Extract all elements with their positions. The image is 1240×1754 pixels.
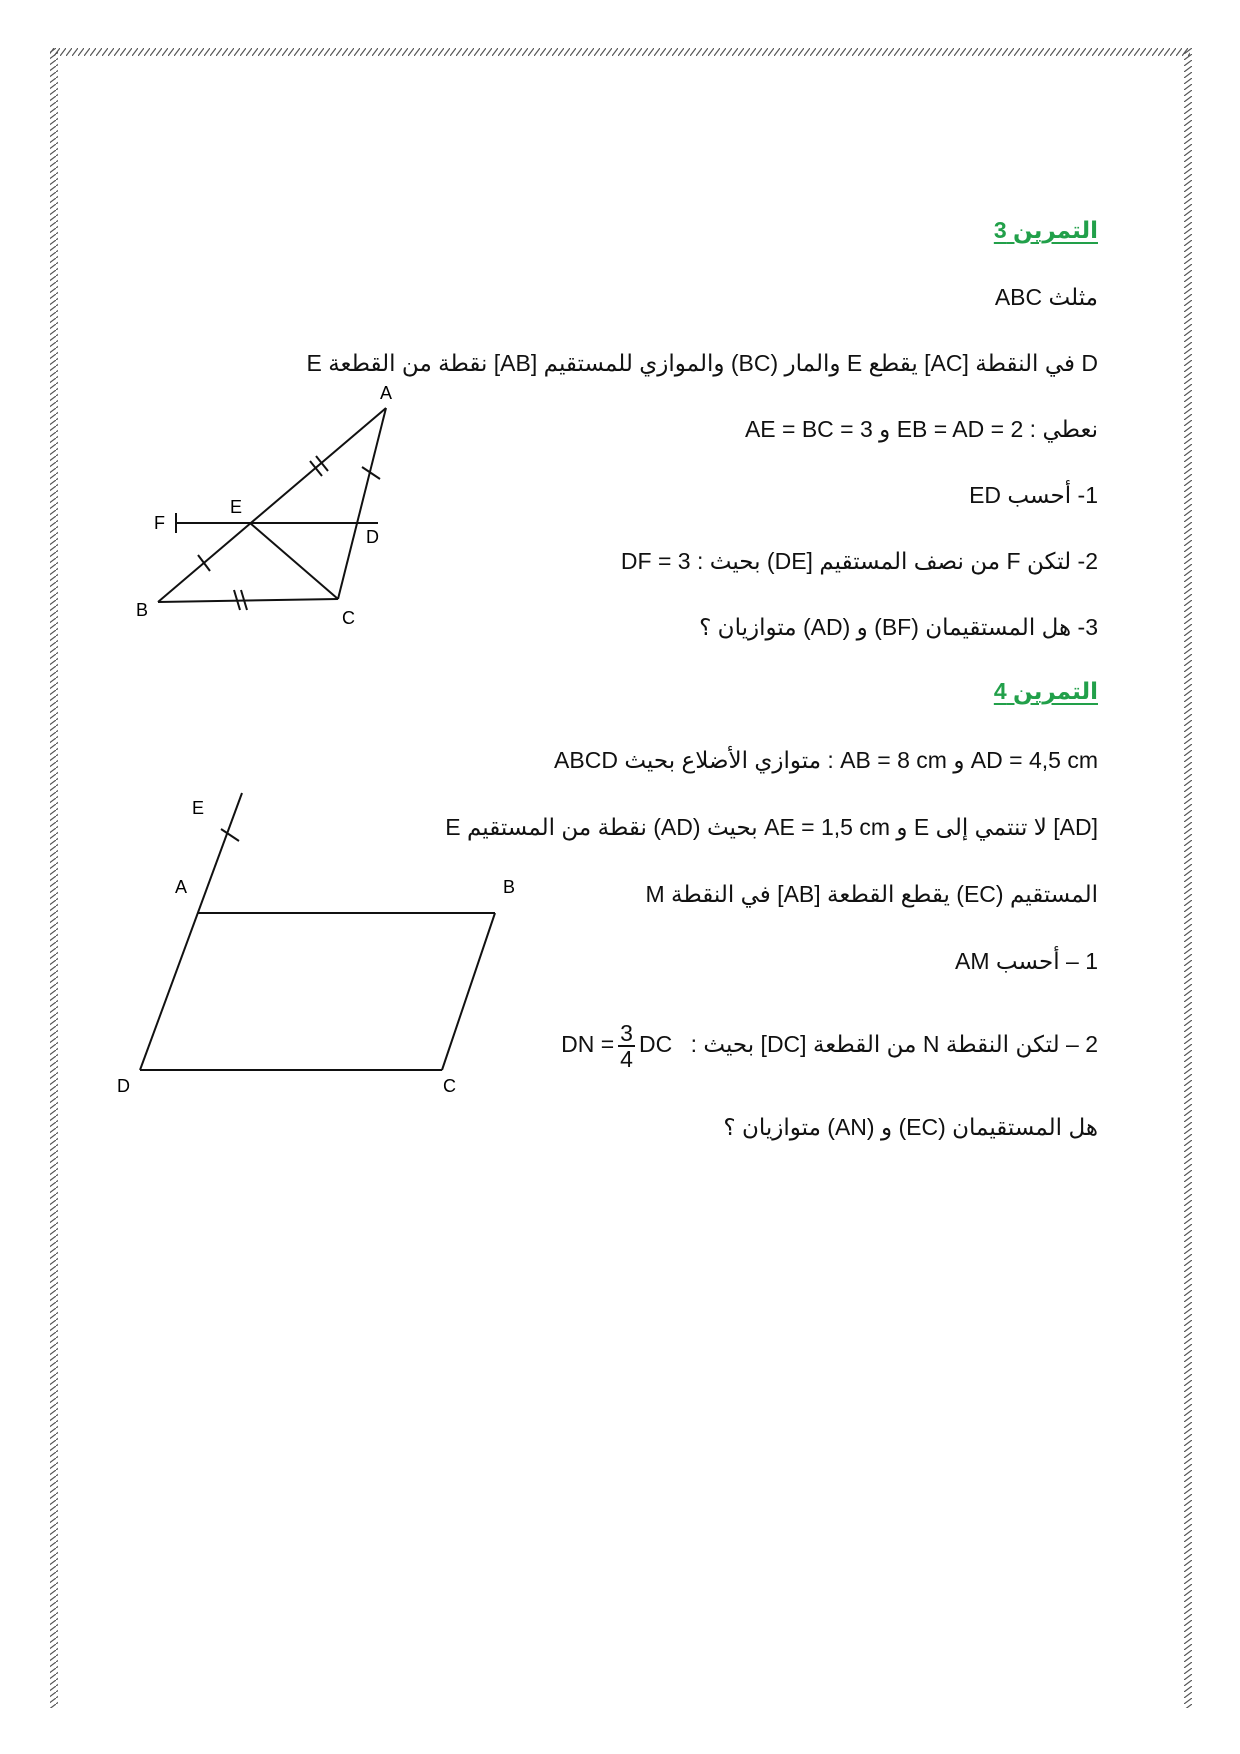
exercise-4-question-2: [561, 1020, 1098, 1071]
label-e: E: [230, 497, 243, 517]
label-c: C: [342, 608, 355, 628]
side-bc: [442, 913, 495, 1070]
label-b: B: [503, 877, 515, 897]
segment-ec: [250, 523, 338, 599]
exercise-4-line-1: ABCD متوازي الأضلاع بحيث : AB = 8 cm و AD = 4,5 cm: [554, 747, 1098, 773]
fraction: [618, 1021, 635, 1071]
exercise-3-line-1: ABC مثلث: [994, 284, 1098, 310]
tick-ae: [221, 829, 239, 841]
label-d: D: [117, 1076, 130, 1096]
ratio-expression: [561, 1020, 672, 1071]
segment-bc: [158, 599, 338, 602]
tick-eb: [198, 555, 210, 571]
line-de: [140, 793, 242, 1070]
segment-ac: [338, 408, 386, 599]
label-a: A: [380, 383, 393, 403]
exercise-4-line-2: E نقطة من المستقيم (AD) بحيث AE = 1,5 cm و E لا تنتمي إلى [AD]: [445, 814, 1098, 840]
exercise-4-question-1: 1 – أحسب AM: [955, 948, 1098, 974]
exercise-3-question-1: 1- أحسب ED: [969, 482, 1098, 508]
ratio-rhs: DC: [638, 1031, 673, 1057]
label-f: F: [154, 513, 165, 533]
fraction-numerator: 3: [620, 1019, 633, 1046]
exercise-4-title: التمرين 4: [993, 678, 1098, 704]
exercise-3-question-2: 2- لتكن F من نصف المستقيم [DE) بحيث : DF = 3: [620, 548, 1098, 574]
parallelogram-figure: [105, 785, 515, 1105]
exercise-3-title: التمرين 3: [993, 217, 1098, 243]
question-2-text: 2 – لتكن النقطة N من القطعة [DC] بحيث :: [690, 1031, 1098, 1057]
label-c: C: [443, 1076, 456, 1096]
exercise-3-line-3: نعطي : EB = AD = 2 و AE = BC = 3: [744, 416, 1098, 442]
ratio-lhs: DN =: [561, 1031, 615, 1057]
label-e: E: [192, 798, 205, 818]
exercise-4-question-3: هل المستقيمان (EC) و (AN) متوازيان ؟: [723, 1114, 1098, 1140]
label-b: B: [136, 600, 149, 620]
exercise-3-line-2: E نقطة من القطعة [AB] والموازي للمستقيم (BC) والمار E يقطع [AC] في النقطة D: [306, 350, 1098, 376]
label-a: A: [175, 877, 188, 897]
label-d: D: [366, 527, 379, 547]
triangle-figure: [130, 375, 410, 635]
exercise-4-line-3: المستقيم (EC) يقطع القطعة [AB] في النقطة M: [645, 881, 1098, 907]
segment-ab: [158, 408, 386, 602]
exercise-3-question-3: 3- هل المستقيمان (BF) و (AD) متوازيان ؟: [699, 614, 1098, 640]
fraction-denominator: 4: [620, 1045, 633, 1072]
